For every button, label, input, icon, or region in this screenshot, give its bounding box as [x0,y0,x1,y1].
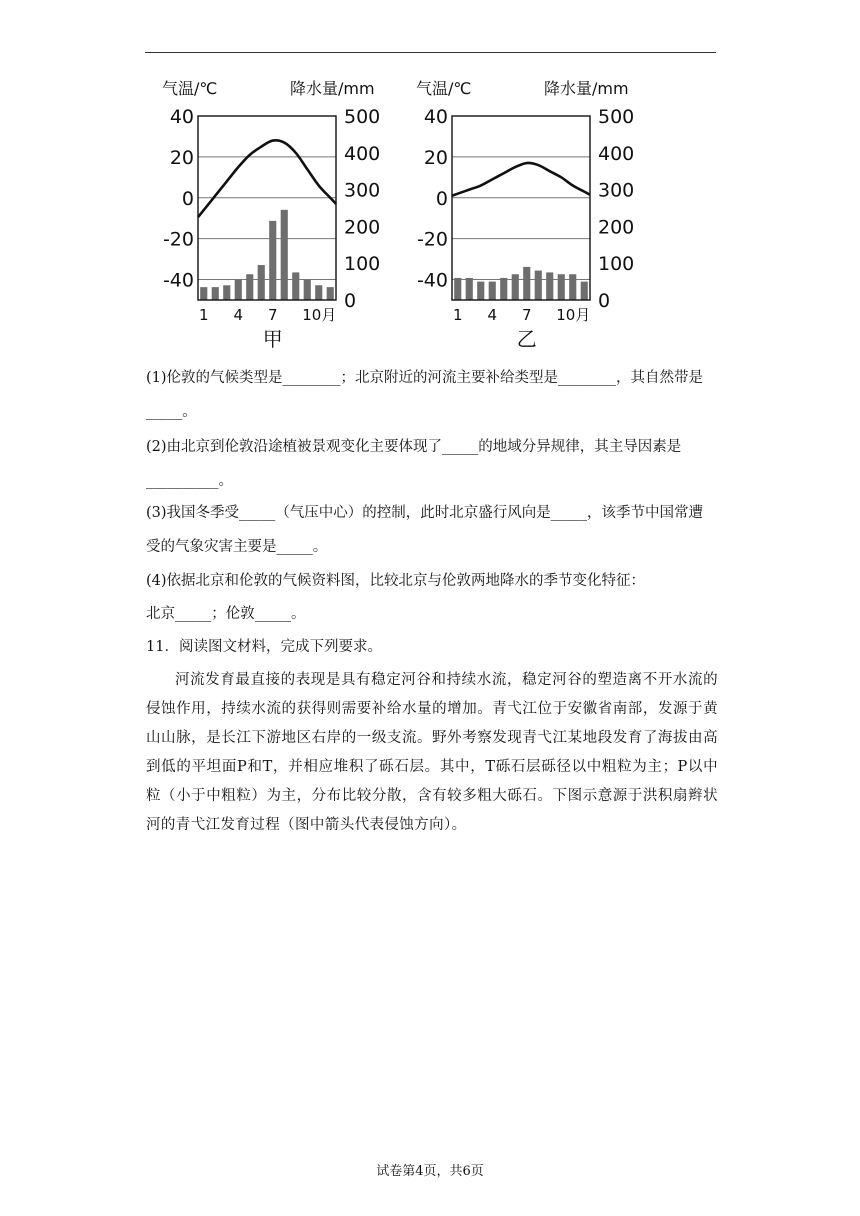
month-tick-labels [199,306,336,324]
temp-tick-labels [163,106,194,292]
precip-tick: 200 [598,216,635,239]
precip-bar [535,271,542,300]
precip-bar [235,280,242,300]
header-rule [145,52,716,53]
precip-bar [304,280,311,300]
precip-bar [281,210,288,300]
grid-lines [452,116,590,280]
precip-bars [454,267,588,300]
precip-bar [558,274,565,300]
precip-bar [269,221,276,300]
question-4-line-2: 北京_____；伦敦_____。 [146,606,306,622]
temp-axis-label: 气温/℃ [162,79,218,98]
precip-bar [258,265,265,300]
question-11-title: 11．阅读图文材料，完成下列要求。 [146,639,382,655]
month-tick: 10月 [302,306,337,324]
reading-passage: 河流发育最直接的表现是具有稳定河谷和持续水流，稳定河谷的塑造离不开水流的侵蚀作用，持续水流的获得则需要补给水量的增加。青弋江位于安徽省南部，发源于黄山山脉，是长江下游地区右岸的一级支流。野外考察发现青弋江某地段发育了海拔由高到低的平坦面P和T，并相应堆积了砾石层。其中，T砾石层砾径以中粗粒为主；P以中粒（小于中粗粒）为主，分布比较分散，含有较多粗大砾石。下图示意源于洪积扇辫状河的青弋江发育过程（图中箭头代表侵蚀方向）。 [146,672,718,833]
question-1-line-1: (1)伦敦的气候类型是________；北京附近的河流主要补给类型是________，其自然带是 [146,370,704,386]
temp-tick: 20 [423,146,448,169]
precip-tick-labels [598,106,634,312]
precip-tick: 500 [344,106,381,128]
month-tick: 1 [452,306,463,324]
month-tick: 4 [487,306,498,324]
month-tick: 7 [521,306,532,324]
chart-name: 乙 [516,327,537,350]
precip-bar [292,272,299,300]
question-3-line-2: 受的气象灾害主要是_____。 [146,539,328,555]
temperature-curve [452,163,590,196]
climate-chart-jia [150,74,390,350]
precip-bar [200,287,207,300]
precip-tick: 200 [344,216,381,239]
month-tick: 10月 [556,306,591,324]
precip-bar [569,274,576,300]
precip-bar [523,267,530,300]
precip-tick-labels [344,106,380,312]
precip-tick: 400 [344,142,381,165]
precip-bar [466,278,473,300]
temp-tick: -20 [416,228,448,251]
chart-svg-jia [150,74,390,350]
precip-bar [212,287,219,300]
month-tick: 7 [267,306,278,324]
month-tick: 4 [233,306,244,324]
temp-tick: 0 [435,187,448,210]
temp-tick: 40 [423,106,448,128]
temp-tick: 20 [169,146,194,169]
month-tick-labels [453,306,590,324]
precip-bar [246,274,253,300]
precip-bar [454,278,461,300]
precip-bar [512,274,519,300]
question-4-line-1: (4)依据北京和伦敦的气候资料图，比较北京与伦敦两地降水的季节变化特征： [146,573,646,589]
chart-svg-yi [404,74,644,350]
precip-bar [223,285,230,300]
page-footer: 试卷第4页，共6页 [376,1164,484,1179]
month-tick: 1 [198,306,209,324]
precip-bar [500,278,507,300]
question-1-line-2: _____。 [146,404,197,420]
precip-tick: 100 [598,253,635,276]
chart-name: 甲 [262,327,283,350]
precip-tick: 100 [344,253,381,276]
precip-tick: 400 [598,142,635,165]
temp-tick: -40 [416,269,448,292]
precip-bar [581,282,588,300]
question-3-line-1: (3)我国冬季受_____（气压中心）的控制，此时北京盛行风向是_____，该季节中国常遭 [146,505,704,521]
precip-bar [315,285,322,300]
precip-tick: 0 [598,290,611,312]
question-2-line-1: (2)由北京到伦敦沿途植被景观变化主要体现了_____的地域分异规律，其主导因素是 [146,439,682,455]
precip-tick: 300 [344,179,381,202]
temp-tick: 0 [181,187,194,210]
precip-bar [546,272,553,300]
precip-bar [489,282,496,300]
precip-tick: 300 [598,179,635,202]
plot-frame [452,116,590,300]
precip-axis-label: 降水量/mm [544,79,629,98]
temp-tick-labels [417,106,448,292]
precip-bars [200,210,334,300]
question-2-line-2: __________。 [146,473,233,489]
climate-chart-yi [404,74,644,350]
temperature-curve [198,140,336,217]
precip-tick: 500 [598,106,635,128]
precip-axis-label: 降水量/mm [290,79,375,98]
temp-tick: -20 [162,228,194,251]
precip-tick: 0 [344,290,357,312]
temp-tick: -40 [162,269,194,292]
temp-axis-label: 气温/℃ [416,79,472,98]
grid-lines [198,116,336,280]
precip-bar [327,287,334,300]
temp-tick: 40 [169,106,194,128]
precip-bar [477,282,484,300]
